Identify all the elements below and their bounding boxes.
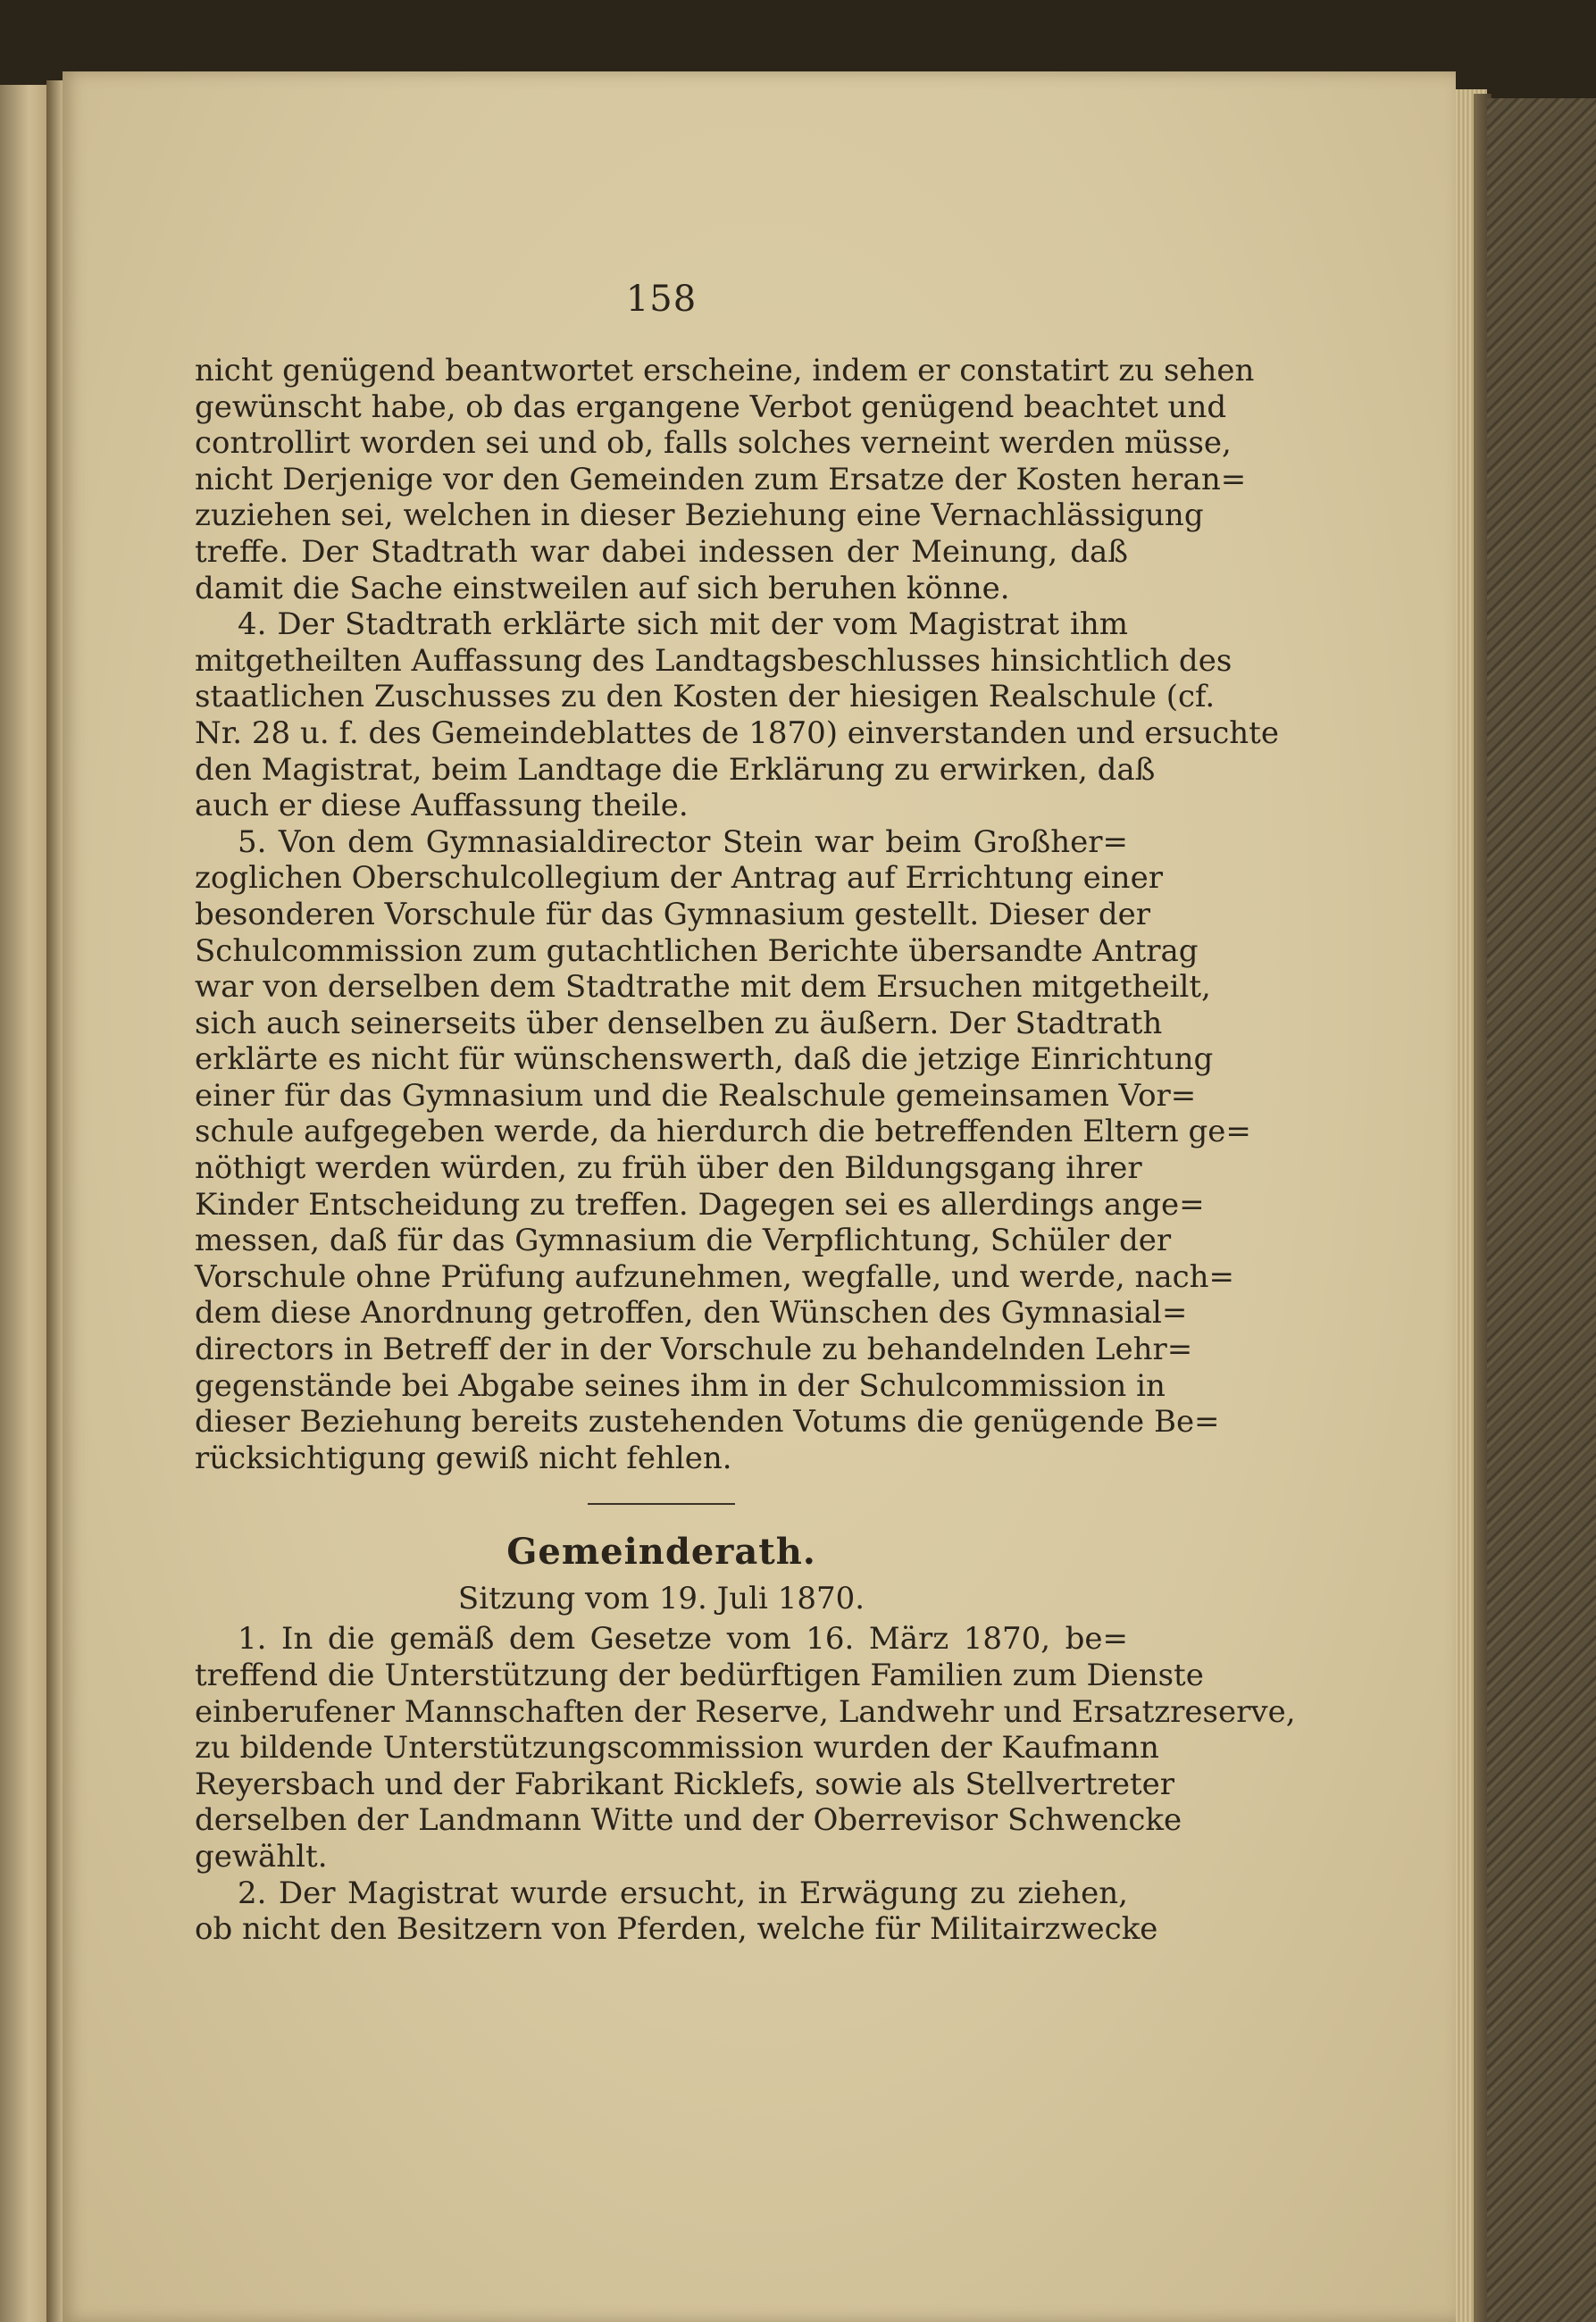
text-line: nicht Derjenige vor den Gemeinden zum Ersatze der Kosten heran= — [195, 461, 1247, 497]
text-line: 4. Der Stadtrath erklärte sich mit der vom Magistrat ihm — [238, 606, 1128, 643]
text-line: directors in Betreff der in der Vorschule zu behandelnden Lehr= — [195, 1332, 1193, 1368]
text-line: rücksichtigung gewiß nicht fehlen. — [195, 1440, 732, 1476]
text-line: nöthigt werden würden, zu früh über den Bildungsgang ihrer — [195, 1150, 1142, 1187]
text-block — [195, 279, 1296, 1948]
text-line: Vorschule ohne Prüfung aufzunehmen, wegfalle, und werde, nach= — [195, 1258, 1235, 1295]
text-line: nicht genügend beantwortet erscheine, indem er constatirt zu sehen — [195, 353, 1255, 388]
text-line: dieser Beziehung bereits zustehenden Votums die genügende Be= — [195, 1404, 1220, 1441]
paragraph-5 — [195, 823, 1251, 1477]
text-line: gewünscht habe, ob das ergangene Verbot genügend beachtet und — [195, 388, 1227, 425]
text-line: treffend die Unterstützung der bedürftigen Familien zum Dienste — [195, 1658, 1204, 1693]
paragraph-session-1 — [195, 1621, 1296, 1875]
text-line: 1. In die gemäß dem Gesetze vom 16. März 1870, be= — [238, 1621, 1128, 1658]
text-line: war von derselben dem Stadtrathe mit dem Ersuchen mitgetheilt, — [195, 969, 1211, 1006]
text-line: sich auch seinerseits über denselben zu äußern. Der Stadtrath — [195, 1005, 1163, 1041]
paragraph-session-2 — [195, 1875, 1158, 1948]
text-line: 5. Von dem Gymnasialdirector Stein war beim Großher= — [238, 823, 1128, 860]
text-line: damit die Sache einstweilen auf sich beruhen könne. — [195, 570, 1010, 606]
section-divider — [588, 1503, 735, 1505]
text-line: schule aufgegeben werde, da hierdurch die betreffenden Eltern ge= — [195, 1114, 1251, 1150]
text-line: einer für das Gymnasium und die Realschule gemeinsamen Vor= — [195, 1077, 1197, 1114]
section-heading: Gemeinderath. — [506, 1531, 816, 1574]
left-page-edge — [0, 85, 49, 2322]
text-line: zoglichen Oberschulcollegium der Antrag auf Errichtung einer — [195, 860, 1163, 897]
text-line: ob nicht den Besitzern von Pferden, welche für Militairzwecke — [195, 1911, 1158, 1948]
text-line: 2. Der Magistrat wurde ersucht, in Erwägung zu ziehen, — [238, 1875, 1128, 1911]
paragraph-continuation — [195, 353, 1255, 606]
text-line: derselben der Landmann Witte und der Oberrevisor Schwencke — [195, 1802, 1182, 1839]
text-line: den Magistrat, beim Landtage die Erklärung zu erwirken, daß — [195, 751, 1156, 788]
text-line: Schulcommission zum gutachtlichen Berichte übersandte Antrag — [195, 932, 1199, 969]
text-line: auch er diese Auffassung theile. — [195, 788, 689, 824]
page-number: 158 — [625, 279, 698, 320]
book-cover — [1487, 98, 1596, 2322]
text-line: messen, daß für das Gymnasium die Verpflichtung, Schüler der — [195, 1223, 1172, 1259]
text-line: Kinder Entscheidung zu treffen. Dagegen sei es allerdings ange= — [195, 1186, 1205, 1223]
text-line: zu bildende Unterstützungscommission wurden der Kaufmann — [195, 1730, 1159, 1767]
text-line: treffe. Der Stadtrath war dabei indessen der Meinung, daß — [195, 533, 1128, 570]
text-line: controllirt worden sei und ob, falls solches verneint werden müsse, — [195, 425, 1232, 462]
paragraph-4 — [195, 606, 1279, 824]
text-line: einberufener Mannschaften der Reserve, Landwehr und Ersatzreserve, — [195, 1693, 1296, 1730]
session-date: Sitzung vom 19. Juli 1870. — [457, 1581, 865, 1617]
text-line: dem diese Anordnung getroffen, den Wünschen des Gymnasial= — [195, 1295, 1188, 1332]
text-line: zuziehen sei, welchen in dieser Beziehung eine Vernachlässigung — [195, 497, 1204, 534]
text-line: gegenstände bei Abgabe seines ihm in der Schulcommission in — [195, 1367, 1166, 1404]
text-line: gewählt. — [195, 1838, 328, 1875]
text-line: staatlichen Zuschusses zu den Kosten der hiesigen Realschule (cf. — [195, 679, 1216, 715]
text-line: Reyersbach und der Fabrikant Ricklefs, sowie als Stellvertreter — [195, 1766, 1174, 1802]
text-line: besonderen Vorschule für das Gymnasium gestellt. Dieser der — [195, 896, 1150, 932]
text-line: Nr. 28 u. f. des Gemeindeblattes de 1870) einverstanden und ersuchte — [195, 714, 1279, 751]
text-line: erklärte es nicht für wünschenswerth, daß die jetzige Einrichtung — [195, 1041, 1214, 1078]
text-line: mitgetheilten Auffassung des Landtagsbeschlusses hinsichtlich des — [195, 642, 1233, 679]
